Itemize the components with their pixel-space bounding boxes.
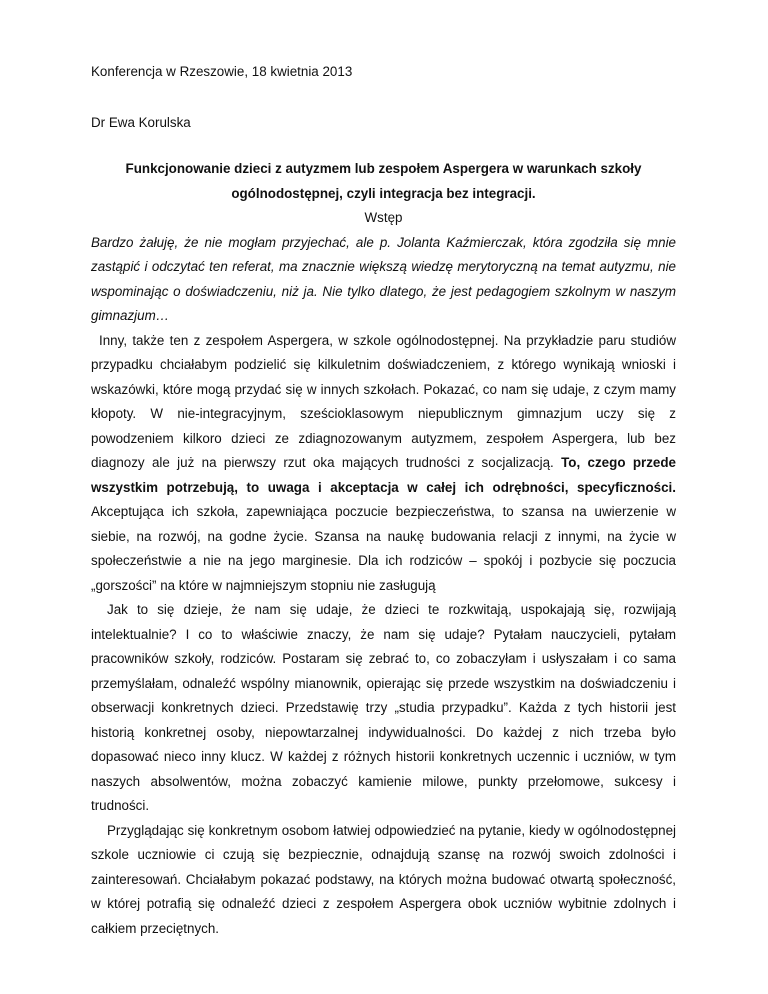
document-title-line-1: Funkcjonowanie dzieci z autyzmem lub zespołem Aspergera w warunkach szkoły [125, 161, 642, 176]
document-title-line-2: ogólnodostępnej, czyli integracja bez integracji. [231, 185, 536, 201]
section-heading: Wstęp [364, 210, 403, 225]
paragraph-1-text-a: Inny, także ten z zespołem Aspergera, w szkole ogólnodostępnej. Na przykładzie paru studiów przypadku chciałabym podzielić się kilkuletnim doświadczeniem, z którego wynikają wnioski i wskazówki, które mogą przydać się w innych szkołach. Pokazać, co nam się udaje, z czym mamy kłopoty. W nie-integracyjnym, sześcioklasowym niepublicznym gimnazjum uczy się z powodzeniem kilkoro dzieci ze zdiagnozowanym autyzmem, zespołem Aspergera, lub bez diagnozy ale już na pierwszy rzut oka mających trudności z socjalizacją. [91, 332, 676, 470]
conference-line: Konferencja w Rzeszowie, 18 kwietnia 2013 [91, 64, 353, 79]
author-line: Dr Ewa Korulska [91, 115, 191, 130]
paragraph-3: Przyglądając się konkretnym osobom łatwiej odpowiedzieć na pytanie, kiedy w ogólnodostępnej szkole uczniowie ci czują się bezpiecznie, odnajdują szansę na rozwój swoich zdolności i zainteresowań. Chciałabym pokazać podstawy, na których można budować otwartą społeczność, w której potrafią się odnaleźć dzieci z zespołem Aspergera obok uczniów wybitnie zdolnych i całkiem przeciętnych. [91, 822, 676, 936]
paragraph-1-text-b: Akceptująca ich szkoła, zapewniająca poczucie bezpieczeństwa, to szansa na uwierzenie w siebie, na rozwój, na godne życie. Szansa na naukę budowania relacji z innymi, na życie w społeczeństwie a nie na jego marginesie. Dla ich rodziców – spokój i pozbycie się poczucia „gorszości” na które w najmniejszym stopniu nie zasługują [91, 504, 676, 593]
document-page [91, 62, 676, 941]
paragraph-1 [91, 329, 676, 599]
intro-paragraph: Bardzo żałuję, że nie mogłam przyjechać, ale p. Jolanta Kaźmierczak, która zgodziła się mnie zastąpić i odczytać ten referat, ma znacznie większą wiedzę merytoryczną na temat autyzmu, nie wspominając o doświadczeniu, niż ja. Nie tylko dlatego, że jest pedagogiem szkolnym w naszym gimnazjum… [91, 234, 676, 323]
paragraph-1-emphasis: To, czego przede wszystkim potrzebują, to uwaga i akceptacja w całej ich odrębności, specyficzności. [91, 455, 677, 495]
paragraph-2: Jak to się dzieje, że nam się udaje, że dzieci te rozkwitają, uspokajają się, rozwijają intelektualnie? I co to właściwie znaczy, że nam się udaje? Pytałam nauczycieli, pytałam pracowników szkoły, rodziców. Postaram się zebrać to, co zobaczyłam i usłyszałam i co sama przemyślałam, odnaleźć wspólny mianownik, opierając się przede wszystkim na doświadczeniu i obserwacji konkretnych dzieci. Przedstawię trzy „studia przypadku”. Każda z tych historii jest historią konkretnej osoby, niepowtarzalnej indywidualności. Do każdej z nich trzeba było dopasować nieco inny klucz. W każdej z różnych historii konkretnych uczennic i uczniów, w tym naszych absolwentów, można zobaczyć kamienie milowe, punkty przełomowe, sukcesy i trudności. [91, 602, 676, 813]
